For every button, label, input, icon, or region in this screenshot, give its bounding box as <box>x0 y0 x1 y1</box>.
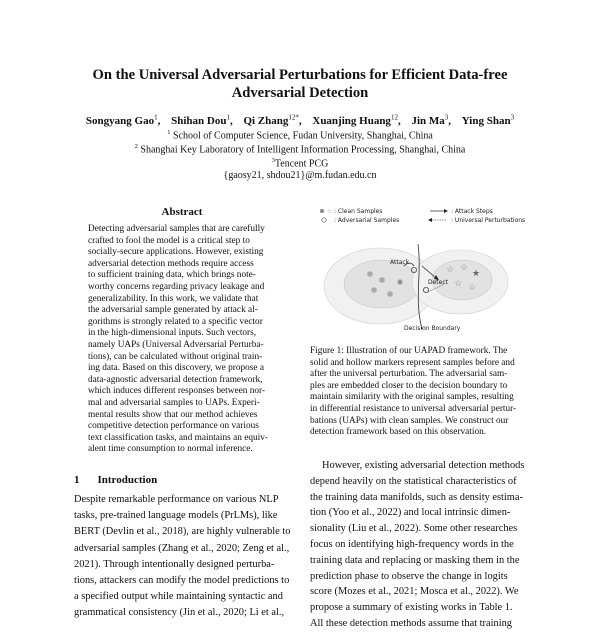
right-column-body <box>310 458 534 632</box>
abstract-line: crafted to fool the model is a critical step to <box>88 235 250 246</box>
abstract-line: gorithms is strongly related to a specific vector <box>88 316 263 327</box>
caption-line: solid and hollow markers represent samples before and <box>310 357 515 368</box>
abstract-line: text classification tasks, and maintains an equiv- <box>88 432 268 443</box>
abstract-line: worthy concerns regarding privacy leakage and <box>88 281 265 292</box>
author: Songyang Gao$^1$, <box>85 113 161 127</box>
body-line: sionality (Liu et al., 2022). Some other researches <box>310 523 518 535</box>
abstract-line: in the high-dimensional inputs. Such vectors, <box>88 328 257 339</box>
body-line: depend heavily on the statistical characteristics of <box>310 475 517 487</box>
body-line: propose a summary of existing works in Table 1. <box>310 602 513 614</box>
introduction-line: Despite remarkable performance on various NLP <box>74 494 279 505</box>
abstract-line: adversarial detection methods require access <box>88 258 254 269</box>
introduction-line: grammatical consistency (Jin et al., 2020; Li et al., <box>74 607 285 619</box>
caption-line: in differential resistance to universal adversarial pertur- <box>310 403 517 414</box>
abstract-line: competitive detection performance on various <box>88 421 259 432</box>
legend-uap: : Universal Perturbations <box>451 217 526 224</box>
introduction-line: BERT (Devlin et al., 2018), are highly vulnerable to <box>74 526 291 538</box>
adversarial-sample-marker-icon <box>322 218 326 222</box>
body-line: training data and replacing or masking them in the <box>310 554 520 566</box>
caption-line: ples are embedded closer to the decision boundary to <box>310 380 508 391</box>
svg-text:☆: ☆ <box>460 262 469 272</box>
body-line: focus on identifying high-frequency words in the <box>310 538 514 550</box>
paper-title <box>40 66 560 102</box>
author: Xuanjing Huang$^{12}$, <box>312 113 401 127</box>
abstract-heading: Abstract <box>161 206 203 218</box>
caption-line: detection framework based on this observation. <box>310 427 487 438</box>
body-line: tion (Yoo et al., 2022) and local intrinsic dimen- <box>310 507 511 519</box>
affiliation-1: $^1$ School of Computer Science, Fudan University, Shanghai, China <box>167 129 433 142</box>
abstract-line: mal and adversarial samples to UAPs. Experi- <box>88 397 260 408</box>
affiliation-3: $^3$Tencent PCG <box>271 157 329 170</box>
abstract-line: generalizability. In this work, we validate that <box>88 293 259 304</box>
legend-attack: : Attack Steps <box>451 208 493 215</box>
title-line-2: Adversarial Detection <box>231 85 369 101</box>
introduction-line: adversarial samples (Zhang et al., 2020; Zeng et al., <box>74 542 290 554</box>
abstract-line: which induces different responses between nor- <box>88 386 265 397</box>
caption-line: Figure 1: Illustration of our UAPAD framework. The <box>310 346 508 356</box>
affiliation-2: $^2$ Shanghai Key Laboratory of Intelligent Information Processing, Shanghai, China <box>134 143 466 156</box>
figure-1-caption <box>310 346 534 439</box>
svg-text:☆: ☆ <box>446 264 455 274</box>
star-icon: ☆ <box>327 209 333 215</box>
introduction-line: tions, attackers can modify the model predictions to <box>74 575 290 587</box>
abstract-line: tions), can be calculated without original train- <box>88 351 263 362</box>
author-emails: {gaosy21, shdou21}@m.fudan.edu.cn <box>223 170 377 181</box>
legend-adversarial: : Adversarial Samples <box>334 217 400 224</box>
svg-text:☆: ☆ <box>454 278 463 288</box>
legend-clean: : Clean Samples <box>334 208 383 215</box>
body-line: prediction phase to observe the change in logits <box>310 570 508 582</box>
abstract-line: namely UAPs (Universal Adversarial Perturba- <box>88 339 264 350</box>
section-heading-introduction: 1 Introduction <box>74 474 158 486</box>
label-decision-boundary: Decision Boundary <box>404 325 461 332</box>
author-list <box>30 110 570 128</box>
figure-1-illustration <box>310 204 532 334</box>
label-detect: Detect <box>428 279 449 286</box>
svg-text:☆: ☆ <box>468 282 477 292</box>
author: Jin Ma$^3$, <box>411 113 451 127</box>
introduction-line: tasks, pre-trained language models (PrLMs), like <box>74 510 278 522</box>
body-line: score (Mozes et al., 2021; Mosca et al., 2022). We <box>310 586 519 598</box>
svg-text:★: ★ <box>472 268 481 278</box>
label-attack: Attack <box>390 259 410 266</box>
introduction-body <box>74 492 292 622</box>
introduction-line: 2021). Through intentionally designed perturba- <box>74 558 275 570</box>
introduction-line: a specified output while maintaining syntactic and <box>74 591 283 603</box>
abstract-body <box>88 224 278 456</box>
body-line: All these detection methods assume that training <box>310 617 512 629</box>
abstract-line: alent time consumption to normal inference. <box>88 444 253 455</box>
abstract-line: ing data. Based on this discovery, we propose a <box>88 363 264 374</box>
body-line: the training data manifolds, such as density estima- <box>310 491 523 503</box>
abstract-line: Detecting adversarial samples that are carefully <box>88 224 265 234</box>
abstract-line: the adversarial sample generated by attack al- <box>88 305 258 316</box>
figure-legend <box>320 208 525 224</box>
author: Qi Zhang$^{12*}$, <box>243 113 302 127</box>
caption-line: bations (UAPs) with clean samples. We construct our <box>310 415 509 426</box>
author: Shihan Dou$^1$, <box>171 113 233 127</box>
caption-line: maintain similarity with the original samples, resulting <box>310 392 514 403</box>
title-line-1: On the Universal Adversarial Perturbations for Efficient Data-free <box>92 67 508 83</box>
author: Ying Shan$^3$ <box>461 113 515 127</box>
body-line: However, existing adversarial detection methods <box>322 460 525 471</box>
abstract-line: to sufficient training data, which brings note- <box>88 270 256 281</box>
caption-line: after the universal perturbation. The adversarial sam- <box>310 369 508 380</box>
abstract-line: socially-secure applications. However, existing <box>88 247 264 258</box>
abstract-line: mental results show that our method achieves <box>88 409 258 420</box>
clean-sample-marker-icon <box>320 209 324 213</box>
abstract-line: data-agnostic adversarial detection framework, <box>88 374 263 385</box>
